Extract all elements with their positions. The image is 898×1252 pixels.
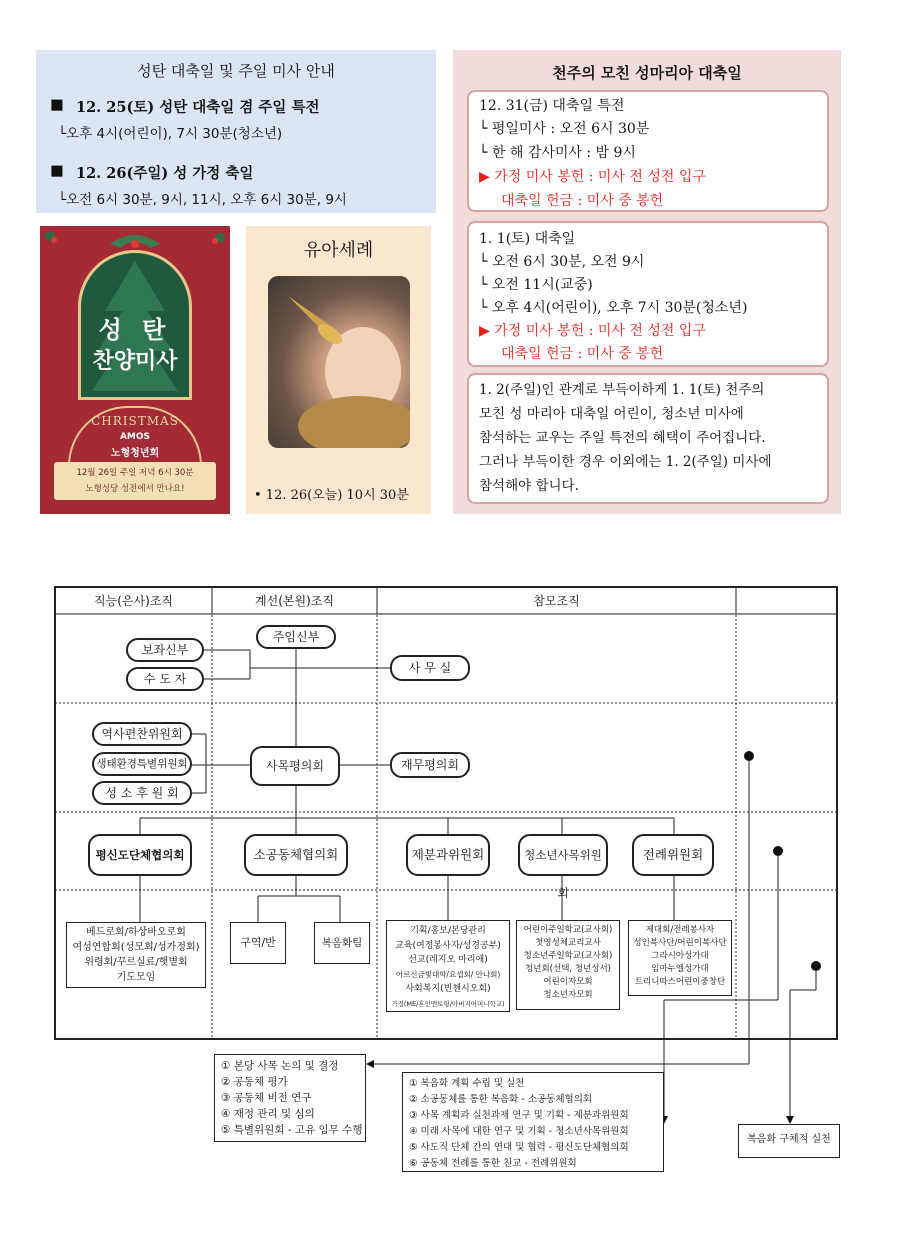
list-item: 교육(여정봉사자/성경공부): [395, 940, 501, 951]
list-item: 사회복지(빈첸시오회): [405, 984, 491, 994]
poster-title-1: 성 탄: [98, 316, 172, 344]
district-box: 구역/반: [230, 922, 286, 964]
community-council-box: 소공동체협의회: [244, 834, 348, 876]
list-item: 첫영성체교리교사: [535, 938, 601, 948]
notice-title: 성탄 대축일 및 주일 미사 안내: [137, 62, 335, 80]
poster-amos: AMOS: [119, 432, 151, 442]
jan2-line4: 그러나 부득이한 경우 이외에는 1. 2(주일) 미사에: [479, 454, 772, 470]
baptism-date: • 12. 26(오늘) 10시 30분: [254, 488, 409, 503]
pastoral-council-box: 사목평의회: [250, 746, 340, 786]
jan1-head: 1. 1(토) 대축일: [479, 231, 576, 247]
list-item: ⑤ 사도직 단체 간의 연대 및 협력 - 평신도단체협의회: [409, 1142, 629, 1153]
jan1-line2: └ 오전 11시(교중): [479, 277, 593, 293]
eco-committee-box: 생태환경특별위원회: [92, 752, 192, 776]
committee-role-note: [402, 1072, 664, 1172]
header-staff-org: 참모조직: [533, 594, 580, 608]
list-item: 위령회/꾸르실료/햇볕회: [84, 957, 188, 968]
list-item: ② 소공동체를 통한 복음화 - 소공동체협의회: [409, 1094, 593, 1105]
list-item: ⑥ 공동체 전례를 통한 친교 - 전례위원회: [409, 1158, 577, 1169]
poster-christmas: CHRISTMAS: [91, 414, 179, 428]
list-item: 청소년자모회: [543, 990, 593, 1000]
list-item: 트리니따스어린이중창단: [634, 977, 726, 987]
list-item: 어르신금빛대학/요셉회/ 안나회): [395, 969, 501, 979]
list-item: ④ 재정 관리 및 심의: [221, 1108, 315, 1120]
laity-groups-list: [66, 922, 206, 988]
vocation-support-box: 성 소 후 원 회: [92, 781, 192, 805]
mary-feast-panel: [453, 50, 841, 514]
item1-detail: └오후 4시(어린이), 7시 30분(청소년): [58, 126, 283, 142]
poster-group: 노형청년회: [110, 448, 160, 459]
assistant-priest-box: 보좌신부: [126, 638, 204, 662]
list-item: 성인복사단/어린이복사단: [633, 938, 727, 948]
jan1-red2: 대축일 헌금 : 미사 중 봉헌: [501, 346, 664, 362]
infant-baptism-panel: [246, 226, 431, 514]
list-item: 선교(레지오 마리애): [408, 955, 488, 965]
list-item: ④ 미래 사목에 대한 연구 및 기획 - 청소년사목위원회: [409, 1126, 629, 1137]
header-charism-org: 직능(은사)조직: [94, 594, 173, 608]
dec31-line1: └ 평일미사 : 오전 6시 30분: [479, 121, 650, 137]
mary-feast-title: 천주의 모친 성마리아 대축일: [552, 64, 742, 82]
dec31-box: [467, 90, 829, 212]
list-item: 청년회(선택, 청년성서): [525, 964, 611, 974]
jan1-red1: ▶ 가정 미사 봉헌 : 미사 전 성전 입구: [479, 323, 706, 339]
list-item: ③ 사목 계획과 실천과제 연구 및 기획 - 제분과위원회: [409, 1110, 629, 1121]
youth-committee-box: 청소년사목위원회: [518, 834, 608, 876]
list-item: 어린이자모회: [543, 977, 593, 987]
list-item: 어린이주일학교(교사회): [523, 925, 613, 935]
baptism-illustration-icon: [268, 276, 410, 448]
poster-date: 12월 26일 주일 저녁 6시 30분: [76, 468, 194, 478]
list-item: 그라시아성가대: [651, 951, 709, 961]
header-line-org: 계선(본원)조직: [255, 594, 334, 608]
poster-place: 노형성당 성전에서 만나요!: [85, 484, 185, 494]
religious-box: 수 도 자: [126, 667, 204, 691]
christmas-mass-notice: [36, 50, 436, 213]
branch-committee-box: 제분과위원회: [406, 834, 490, 876]
dec31-head: 12. 31(금) 대축일 특전: [479, 98, 625, 114]
jan2-line2: 모친 성 마리아 대축일 어린이, 청소년 미사에: [479, 406, 744, 422]
liturgy-committee-box: 전례위원회: [632, 834, 714, 876]
list-item: 기도모임: [116, 972, 156, 983]
list-item: ⑤ 특별위원회 - 고유 임무 수행: [221, 1124, 363, 1136]
baptism-title: 유아세례: [303, 240, 374, 261]
dec31-red2: 대축일 헌금 : 미사 중 봉헌: [501, 193, 664, 209]
christmas-concert-poster: [40, 226, 230, 514]
jan2-notice-box: [467, 373, 829, 504]
list-item: 기획/홍보/본당관리: [410, 926, 486, 936]
evangelization-practice-note: 복음화 구체적 실천: [738, 1124, 840, 1158]
jan2-line5: 참석해야 합니다.: [479, 478, 579, 494]
item2-detail: └오전 6시 30분, 9시, 11시, 오후 6시 30분, 9시: [58, 192, 347, 208]
council-role-note: [214, 1054, 366, 1142]
jan1-box: [467, 221, 829, 367]
item1-head: 12. 25(토) 성탄 대축일 겸 주일 특전: [76, 99, 320, 116]
youth-list: [516, 920, 620, 1010]
list-item: ③ 공동체 비전 연구: [221, 1092, 312, 1104]
finance-council-box: 재무평의회: [390, 752, 470, 778]
history-committee-box: 역사편찬위원회: [92, 722, 192, 746]
bullet-icon: ■: [50, 96, 64, 113]
list-item: 임마누엘성가대: [651, 964, 709, 974]
office-box: 사 무 실: [390, 655, 470, 681]
baptism-photo: [268, 276, 410, 448]
dec31-line2: └ 한 해 감사미사 : 밤 9시: [479, 145, 636, 161]
item2-head: 12. 26(주일) 성 가정 축일: [76, 165, 254, 182]
liturgy-list: [628, 920, 732, 996]
list-item: 가정(ME/혼인멘토링/아버지어머니학교): [391, 999, 505, 1008]
evangelization-team-box: 복음화팀: [314, 922, 370, 964]
poster-title-2: 찬양미사: [92, 349, 178, 374]
dec31-red1: ▶ 가정 미사 봉헌 : 미사 전 성전 입구: [479, 169, 706, 185]
list-item: 여성연합회(성모회/성가정회): [72, 942, 200, 953]
pastor-box: 주임신부: [256, 625, 336, 649]
list-item: 제대회/전례봉사자: [645, 925, 715, 935]
laity-council-box: 평신도단체협의회: [88, 834, 192, 876]
list-item: 베드로회/하상바오로회: [86, 927, 186, 938]
list-item: ① 복음화 계획 수립 및 실천: [409, 1078, 525, 1089]
list-item: 청소년주일학교(교사회): [523, 951, 613, 961]
jan1-line1: └ 오전 6시 30분, 오전 9시: [479, 254, 645, 270]
bullet-icon: ■: [50, 162, 64, 179]
list-item: ② 공동체 평가: [221, 1076, 288, 1088]
jan2-line1: 1. 2(주일)인 관계로 부득이하게 1. 1(토) 천주의: [479, 382, 765, 398]
jan2-line3: 참석하는 교우는 주일 특전의 혜택이 주어집니다.: [479, 430, 766, 446]
list-item: ① 본당 사목 논의 및 결정: [221, 1060, 339, 1072]
branch-list: [386, 920, 510, 1012]
jan1-line3: └ 오후 4시(어린이), 오후 7시 30분(청소년): [479, 300, 748, 316]
